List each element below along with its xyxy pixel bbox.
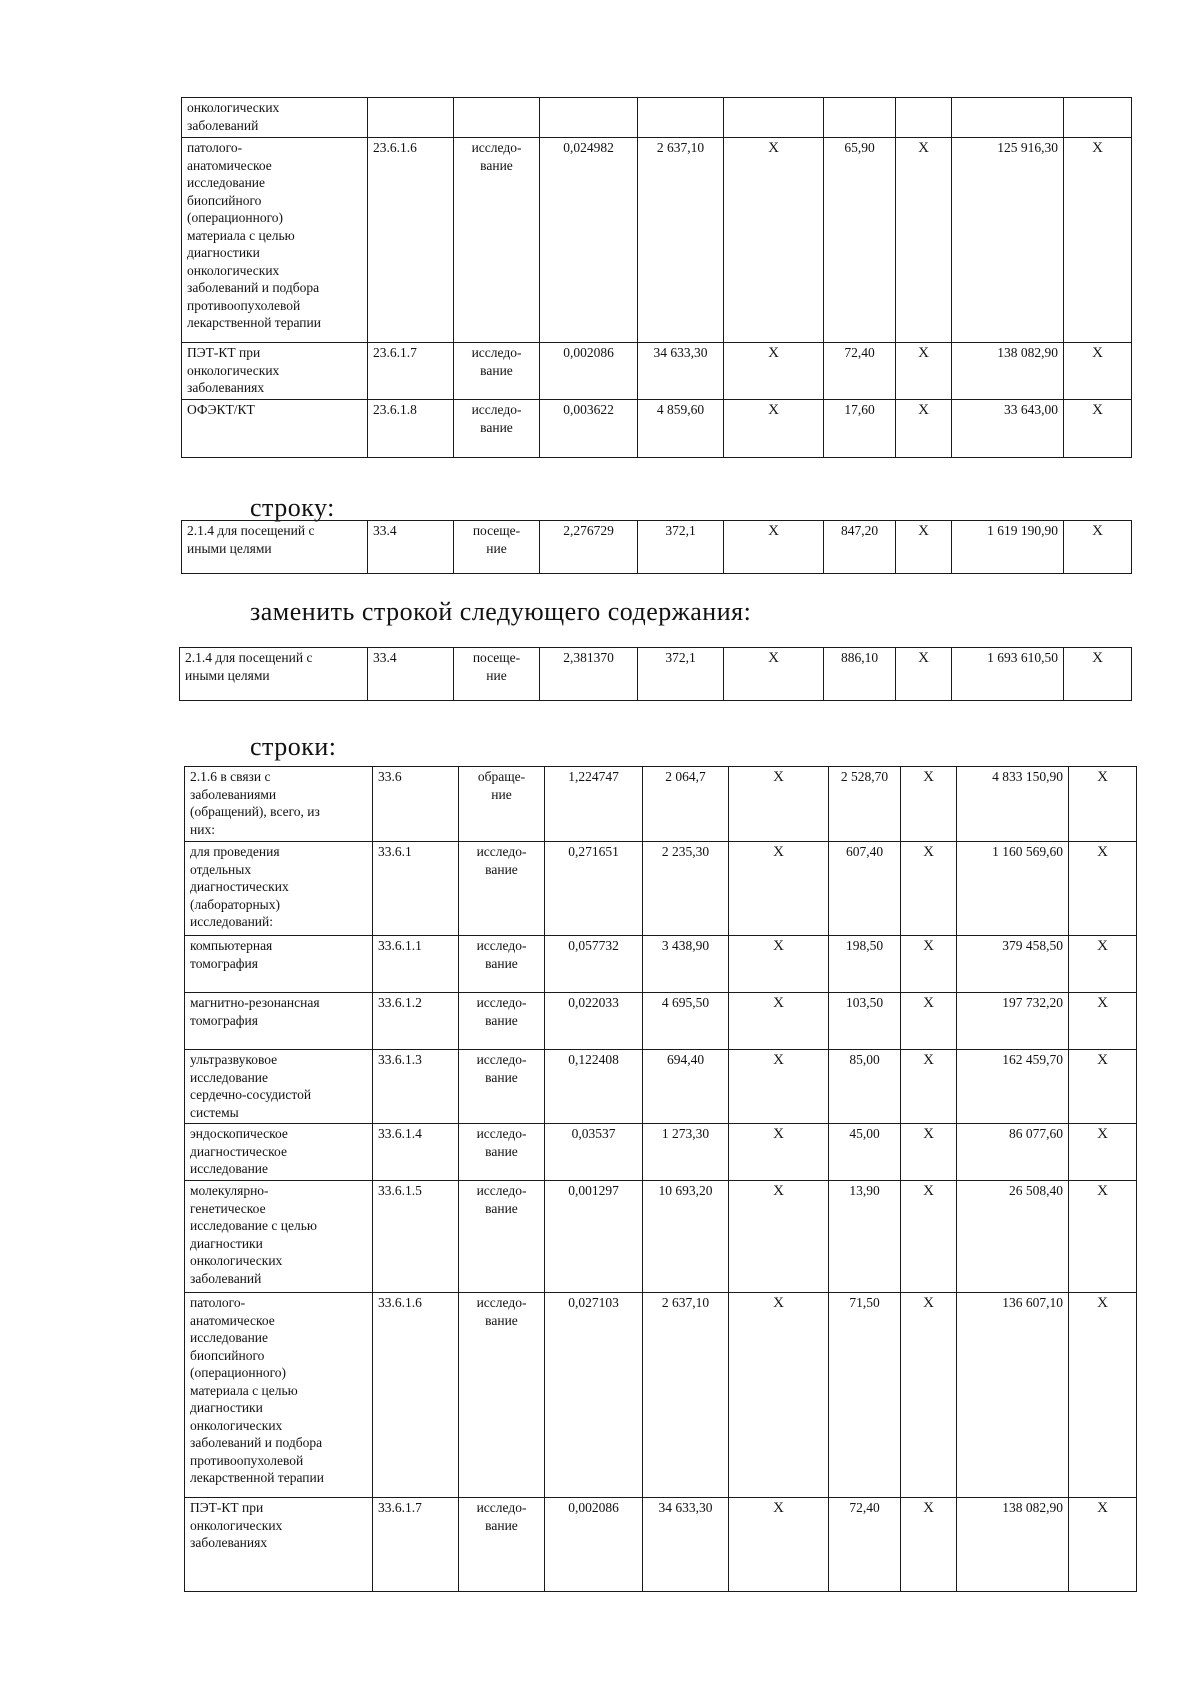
not-applicable-mark-cell: Х [724,521,824,574]
per-capita-rate-cell: 13,90 [829,1181,901,1293]
not-applicable-mark-cell: Х [901,1050,957,1124]
service-name-cell: ультразвуковое исследование сердечно-сосудистой системы [185,1050,373,1124]
volume-norm-cell: 0,024982 [540,138,638,343]
unit-cost-cell: 10 693,20 [643,1181,729,1293]
service-name-cell: эндоскопическое диагностическое исследование [185,1124,373,1181]
not-applicable-mark-cell: Х [901,993,957,1050]
total-cost-cell: 138 082,90 [952,343,1064,400]
unit-of-measure-cell: исследо- вание [459,1293,545,1498]
table-row [182,138,1132,343]
table-row [185,842,1137,936]
total-cost-cell: 1 160 569,60 [957,842,1069,936]
service-name-cell: магнитно-резонансная томография [185,993,373,1050]
not-applicable-mark-cell [724,98,824,138]
not-applicable-mark-cell: Х [1064,343,1132,400]
volume-norm-cell: 0,001297 [545,1181,643,1293]
caption-replace-with: заменить строкой следующего содержания: [250,597,752,626]
unit-cost-cell: 3 438,90 [643,936,729,993]
volume-norm-cell: 0,022033 [545,993,643,1050]
total-cost-cell: 26 508,40 [957,1181,1069,1293]
unit-cost-cell: 4 695,50 [643,993,729,1050]
unit-of-measure-cell: исследо- вание [459,1124,545,1181]
not-applicable-mark-cell [1064,98,1132,138]
table-row [185,767,1137,842]
unit-of-measure-cell: исследо- вание [454,343,540,400]
unit-cost-cell: 694,40 [643,1050,729,1124]
row-code-cell: 33.4 [368,521,454,574]
service-name-cell: онкологических заболеваний [182,98,368,138]
row-code-cell: 33.6.1.7 [373,1498,459,1592]
table-row [182,400,1132,458]
not-applicable-mark-cell: Х [1064,648,1132,701]
per-capita-rate-cell: 65,90 [824,138,896,343]
row-code-cell: 33.6 [373,767,459,842]
volume-norm-cell [540,98,638,138]
row-code-cell: 33.6.1.2 [373,993,459,1050]
table-section-23-6 [181,97,1132,458]
per-capita-rate-cell: 17,60 [824,400,896,458]
per-capita-rate-cell: 85,00 [829,1050,901,1124]
row-code-cell: 23.6.1.6 [368,138,454,343]
volume-norm-cell: 1,224747 [545,767,643,842]
unit-of-measure-cell: исследо- вание [459,1050,545,1124]
not-applicable-mark-cell: Х [896,343,952,400]
per-capita-rate-cell: 2 528,70 [829,767,901,842]
table-row [185,1050,1137,1124]
row-code-cell: 33.6.1.4 [373,1124,459,1181]
row-code-cell: 33.6.1.1 [373,936,459,993]
total-cost-cell: 136 607,10 [957,1293,1069,1498]
not-applicable-mark-cell: Х [901,1181,957,1293]
total-cost-cell: 33 643,00 [952,400,1064,458]
total-cost-cell: 197 732,20 [957,993,1069,1050]
not-applicable-mark-cell: Х [724,648,824,701]
service-name-cell: патолого- анатомическое исследование биопсийного (операционного) материала с целью диагностики онкологических заболеваний и подбора противоопухолевой лекарственной терапии [182,138,368,343]
row-code-cell: 33.6.1 [373,842,459,936]
unit-of-measure-cell: исследо- вание [459,936,545,993]
table-row [182,343,1132,400]
service-name-cell: компьютерная томография [185,936,373,993]
total-cost-cell: 138 082,90 [957,1498,1069,1592]
table-row [185,1498,1137,1592]
not-applicable-mark-cell: Х [896,400,952,458]
volume-norm-cell: 0,057732 [545,936,643,993]
unit-cost-cell [638,98,724,138]
total-cost-cell: 86 077,60 [957,1124,1069,1181]
volume-norm-cell: 2,276729 [540,521,638,574]
not-applicable-mark-cell: Х [901,936,957,993]
not-applicable-mark-cell [896,98,952,138]
table-old-row-2-1-4 [181,520,1132,574]
per-capita-rate-cell: 198,50 [829,936,901,993]
not-applicable-mark-cell: Х [729,1050,829,1124]
per-capita-rate-cell: 607,40 [829,842,901,936]
row-code-cell: 23.6.1.8 [368,400,454,458]
service-name-cell: 2.1.4 для посещений с иными целями [180,648,368,701]
unit-of-measure-cell: исследо- вание [459,993,545,1050]
row-code-cell: 33.4 [368,648,454,701]
table-row [185,936,1137,993]
volume-norm-cell: 0,003622 [540,400,638,458]
table-row [180,648,1132,701]
not-applicable-mark-cell: Х [1069,936,1137,993]
volume-norm-cell: 0,002086 [540,343,638,400]
service-name-cell: для проведения отдельных диагностических (лабораторных) исследований: [185,842,373,936]
volume-norm-cell: 0,002086 [545,1498,643,1592]
volume-norm-cell: 0,271651 [545,842,643,936]
unit-of-measure-cell: обраще- ние [459,767,545,842]
not-applicable-mark-cell: Х [729,842,829,936]
per-capita-rate-cell: 847,20 [824,521,896,574]
per-capita-rate-cell [824,98,896,138]
unit-cost-cell: 2 235,30 [643,842,729,936]
not-applicable-mark-cell: Х [1069,1498,1137,1592]
caption-rows-plural: строки: [250,732,337,761]
not-applicable-mark-cell: Х [896,521,952,574]
service-name-cell: 2.1.6 в связи с заболеваниями (обращений), всего, из них: [185,767,373,842]
not-applicable-mark-cell: Х [901,842,957,936]
volume-norm-cell: 0,027103 [545,1293,643,1498]
per-capita-rate-cell: 103,50 [829,993,901,1050]
not-applicable-mark-cell: Х [1064,138,1132,343]
row-code-cell: 33.6.1.5 [373,1181,459,1293]
per-capita-rate-cell: 71,50 [829,1293,901,1498]
table-row [185,1293,1137,1498]
unit-of-measure-cell: исследо- вание [454,138,540,343]
total-cost-cell: 1 619 190,90 [952,521,1064,574]
unit-cost-cell: 4 859,60 [638,400,724,458]
unit-of-measure-cell: исследо- вание [454,400,540,458]
not-applicable-mark-cell: Х [729,1181,829,1293]
caption-row-singular: строку: [250,493,335,522]
row-code-cell: 23.6.1.7 [368,343,454,400]
not-applicable-mark-cell: Х [729,767,829,842]
service-name-cell: ПЭТ-КТ при онкологических заболеваниях [185,1498,373,1592]
row-code-cell: 33.6.1.3 [373,1050,459,1124]
unit-of-measure-cell: посеще- ние [454,648,540,701]
not-applicable-mark-cell: Х [1064,521,1132,574]
total-cost-cell: 125 916,30 [952,138,1064,343]
unit-cost-cell: 372,1 [638,648,724,701]
unit-cost-cell: 34 633,30 [643,1498,729,1592]
table-row [182,521,1132,574]
unit-cost-cell: 2 637,10 [643,1293,729,1498]
unit-cost-cell: 372,1 [638,521,724,574]
not-applicable-mark-cell: Х [729,1293,829,1498]
not-applicable-mark-cell: Х [1069,1181,1137,1293]
not-applicable-mark-cell: Х [724,400,824,458]
not-applicable-mark-cell: Х [729,1124,829,1181]
not-applicable-mark-cell: Х [729,1498,829,1592]
table-row [185,1124,1137,1181]
table-row [185,993,1137,1050]
per-capita-rate-cell: 72,40 [829,1498,901,1592]
unit-cost-cell: 2 637,10 [638,138,724,343]
service-name-cell: ПЭТ-КТ при онкологических заболеваниях [182,343,368,400]
per-capita-rate-cell: 72,40 [824,343,896,400]
table-new-row-2-1-4 [179,647,1132,701]
not-applicable-mark-cell: Х [1069,1293,1137,1498]
unit-of-measure-cell: исследо- вание [459,1181,545,1293]
service-name-cell: ОФЭКТ/КТ [182,400,368,458]
service-name-cell: патолого- анатомическое исследование биопсийного (операционного) материала с целью диагностики онкологических заболеваний и подбора противоопухолевой лекарственной терапии [185,1293,373,1498]
not-applicable-mark-cell: Х [901,1124,957,1181]
not-applicable-mark-cell: Х [1069,767,1137,842]
not-applicable-mark-cell: Х [724,138,824,343]
not-applicable-mark-cell: Х [901,767,957,842]
not-applicable-mark-cell: Х [1069,1050,1137,1124]
table-row [182,98,1132,138]
total-cost-cell [952,98,1064,138]
unit-cost-cell: 34 633,30 [638,343,724,400]
total-cost-cell: 4 833 150,90 [957,767,1069,842]
unit-of-measure-cell: исследо- вание [459,1498,545,1592]
not-applicable-mark-cell: Х [901,1293,957,1498]
per-capita-rate-cell: 45,00 [829,1124,901,1181]
not-applicable-mark-cell: Х [729,993,829,1050]
not-applicable-mark-cell: Х [1064,400,1132,458]
unit-cost-cell: 2 064,7 [643,767,729,842]
not-applicable-mark-cell: Х [1069,842,1137,936]
volume-norm-cell: 0,122408 [545,1050,643,1124]
per-capita-rate-cell: 886,10 [824,648,896,701]
service-name-cell: молекулярно- генетическое исследование с целью диагностики онкологических заболеваний [185,1181,373,1293]
not-applicable-mark-cell: Х [729,936,829,993]
volume-norm-cell: 0,03537 [545,1124,643,1181]
not-applicable-mark-cell: Х [901,1498,957,1592]
unit-of-measure-cell: посеще- ние [454,521,540,574]
table-section-2-1-6 [184,766,1137,1592]
not-applicable-mark-cell: Х [896,138,952,343]
not-applicable-mark-cell: Х [1069,1124,1137,1181]
unit-of-measure-cell [454,98,540,138]
not-applicable-mark-cell: Х [896,648,952,701]
unit-of-measure-cell: исследо- вание [459,842,545,936]
row-code-cell [368,98,454,138]
unit-cost-cell: 1 273,30 [643,1124,729,1181]
total-cost-cell: 379 458,50 [957,936,1069,993]
row-code-cell: 33.6.1.6 [373,1293,459,1498]
table-row [185,1181,1137,1293]
service-name-cell: 2.1.4 для посещений с иными целями [182,521,368,574]
volume-norm-cell: 2,381370 [540,648,638,701]
not-applicable-mark-cell: Х [724,343,824,400]
not-applicable-mark-cell: Х [1069,993,1137,1050]
total-cost-cell: 1 693 610,50 [952,648,1064,701]
total-cost-cell: 162 459,70 [957,1050,1069,1124]
